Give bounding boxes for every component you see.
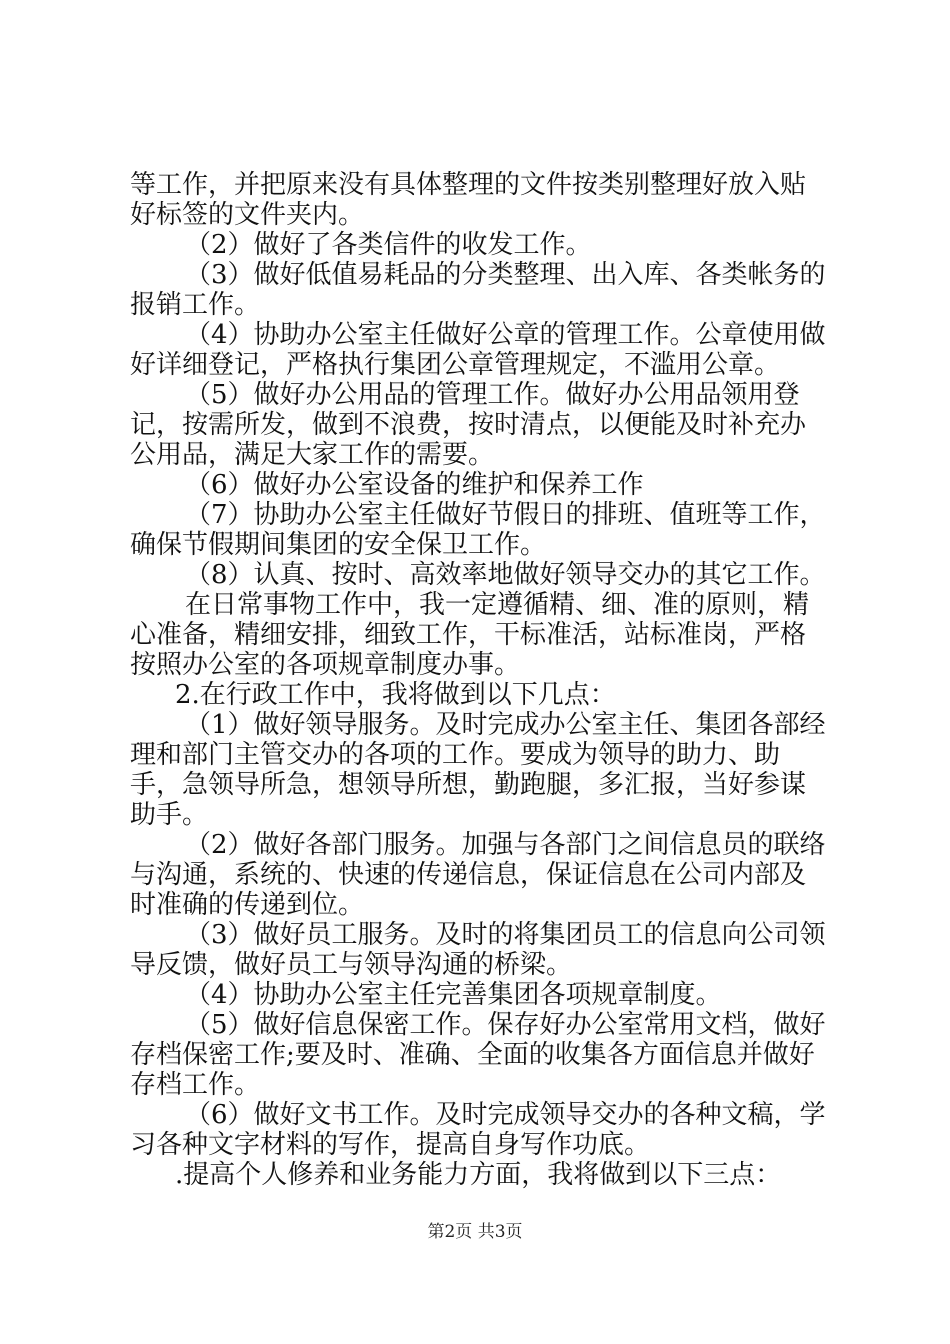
section-heading: 2.在行政工作中，我将做到以下几点： — [175, 680, 616, 710]
section-heading: .提高个人修养和业务能力方面，我将做到以下三点： — [175, 1160, 782, 1190]
paragraph: （2）做好了各类信件的收发工作。 — [185, 230, 592, 260]
paragraph: （5）做好信息保密工作。保存好办公室常用文档，做好存档保密工作;要及时、准确、全面的收集各方面信息并做好存档工作。 — [130, 1010, 826, 1100]
page-footer — [0, 1217, 950, 1242]
paragraph: （8）认真、按时、高效率地做好领导交办的其它工作。 — [185, 560, 826, 590]
paragraph: （1）做好领导服务。及时完成办公室主任、集团各部经理和部门主管交办的各项的工作。要成为领导的助力、助手，急领导所急，想领导所想，勤跑腿，多汇报，当好参谋助手。 — [130, 710, 826, 830]
paragraph: （4）协助办公室主任做好公章的管理工作。公章使用做好详细登记，严格执行集团公章管理规定，不滥用公章。 — [130, 320, 826, 380]
paragraph: （2）做好各部门服务。加强与各部门之间信息员的联络与沟通，系统的、快速的传递信息，保证信息在公司内部及时准确的传递到位。 — [130, 830, 826, 920]
paragraph: （3）做好低值易耗品的分类整理、出入库、各类帐务的报销工作。 — [130, 260, 826, 320]
page-number-label: 第2页 共3页 — [427, 1222, 523, 1242]
paragraph: （6）做好办公室设备的维护和保养工作 — [185, 470, 644, 500]
document-body — [130, 170, 830, 1190]
paragraph: （6）做好文书工作。及时完成领导交办的各种文稿，学习各种文字材料的写作，提高自身写作功底。 — [130, 1100, 826, 1160]
paragraph: 等工作，并把原来没有具体整理的文件按类别整理好放入贴好标签的文件夹内。 — [130, 170, 807, 230]
paragraph: （5）做好办公用品的管理工作。做好办公用品领用登记，按需所发，做到不浪费，按时清点，以便能及时补充办公用品，满足大家工作的需要。 — [130, 380, 807, 470]
paragraph: （4）协助办公室主任完善集团各项规章制度。 — [185, 980, 722, 1010]
paragraph: （7）协助办公室主任做好节假日的排班、值班等工作，确保节假期间集团的安全保卫工作。 — [130, 500, 826, 560]
paragraph: 在日常事物工作中，我一定遵循精、细、准的原则，精心准备，精细安排，细致工作，干标准活，站标准岗，严格按照办公室的各项规章制度办事。 — [130, 590, 810, 680]
paragraph: （3）做好员工服务。及时的将集团员工的信息向公司领导反馈，做好员工与领导沟通的桥梁。 — [130, 920, 826, 980]
